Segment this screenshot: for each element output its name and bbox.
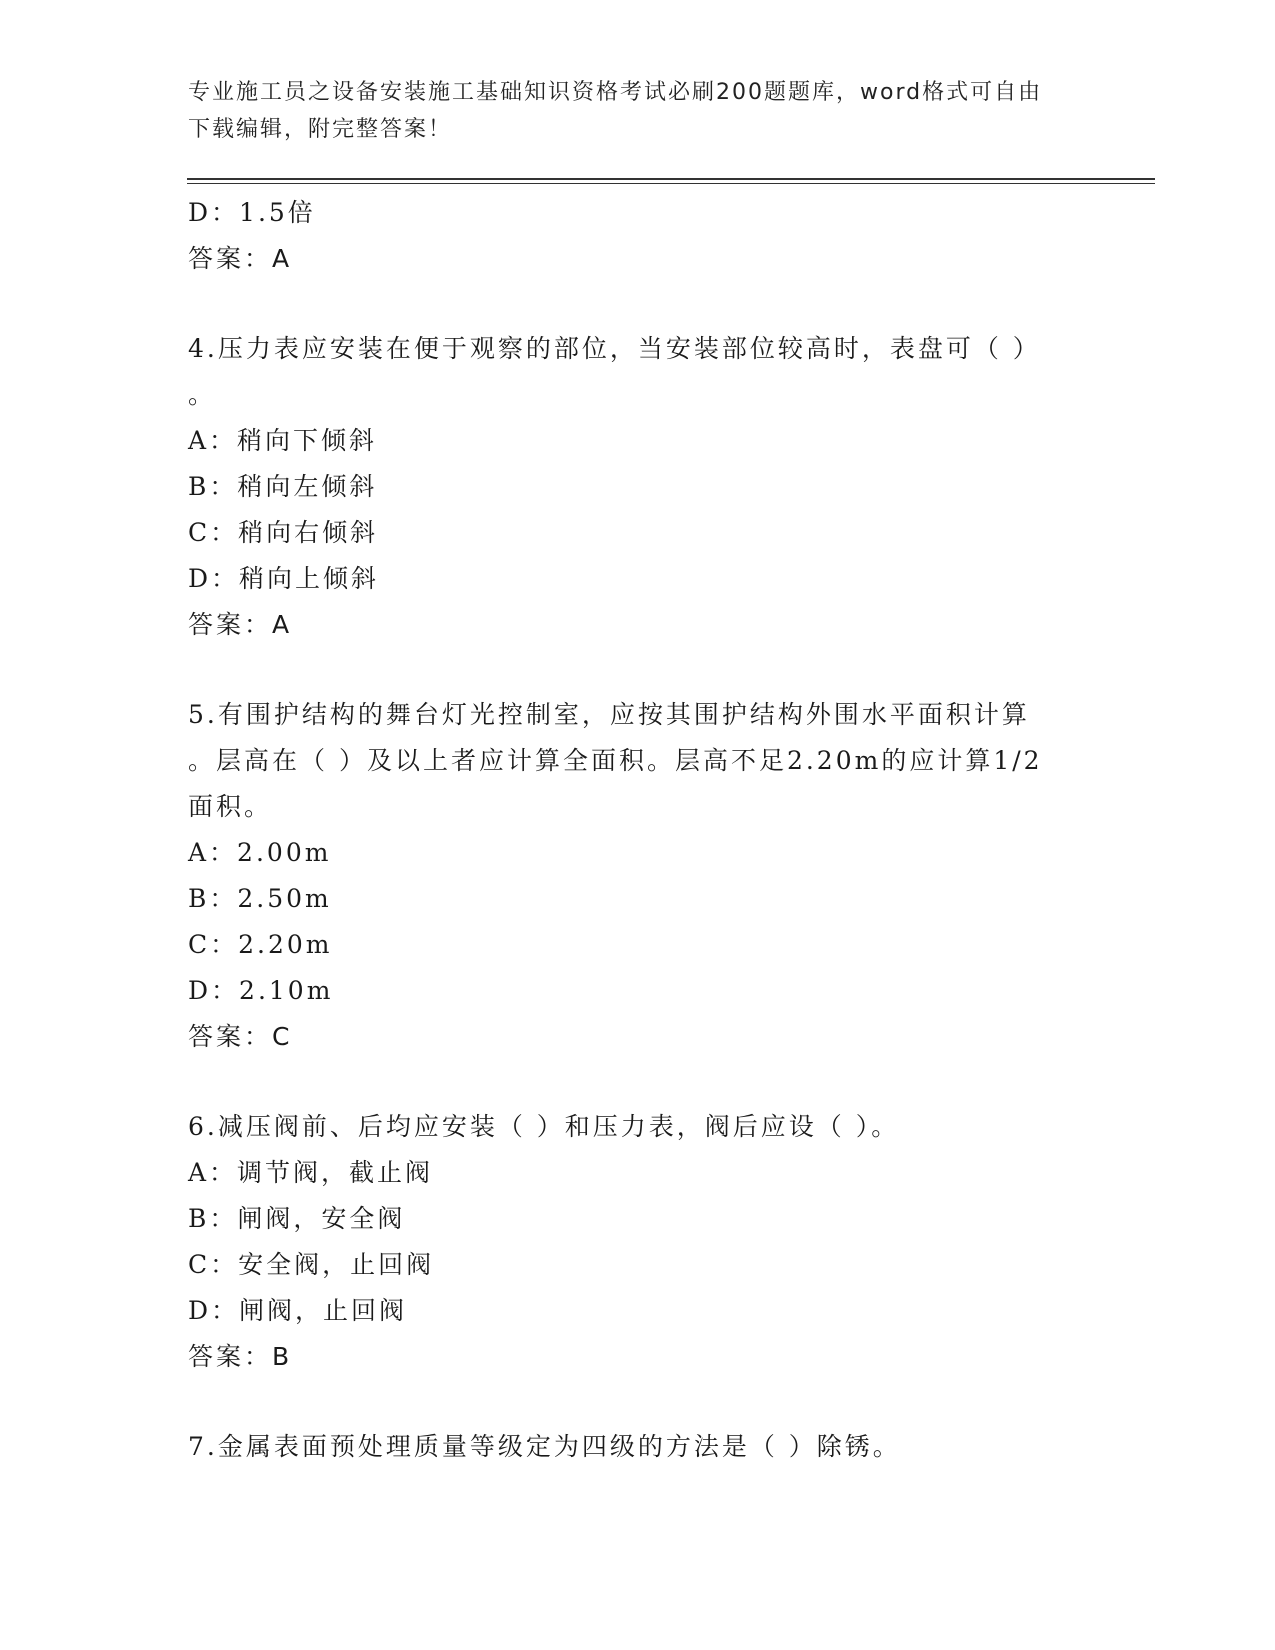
q6-option-c: C：安全阀，止回阀 xyxy=(188,1250,435,1279)
q6-stem-line-1: 6.减压阀前、后均应安装（ ）和压力表，阀后应设（ ）。 xyxy=(188,1112,900,1141)
q5-stem-line-1: 5.有围护结构的舞台灯光控制室，应按其围护结构外围水平面积计算 xyxy=(188,700,1030,729)
spacer xyxy=(188,648,1108,692)
q5-option-d: D：2.10m xyxy=(188,976,334,1005)
q5-answer: 答案：C xyxy=(188,1022,293,1051)
prev-option-d: D：1.5倍 xyxy=(188,198,316,227)
header-divider-thin xyxy=(187,183,1155,184)
q4-option-b: B：稍向左倾斜 xyxy=(188,472,378,501)
header-divider-thick xyxy=(187,178,1155,180)
q4-stem-line-1: 4.压力表应安装在便于观察的部位，当安装部位较高时，表盘可（ ） xyxy=(188,334,1041,363)
q5-option-b: B：2.50m xyxy=(188,884,332,913)
header-line-2: 下载编辑，附完整答案！ xyxy=(188,117,453,142)
question-list xyxy=(188,190,1108,1470)
q4-stem-line-2: 。 xyxy=(188,380,217,409)
spacer xyxy=(188,1060,1108,1104)
q6-option-d: D：闸阀，止回阀 xyxy=(188,1296,408,1325)
spacer xyxy=(188,282,1108,326)
q6-option-a: A：调节阀，截止阀 xyxy=(188,1158,434,1187)
q7-stem-line-1: 7.金属表面预处理质量等级定为四级的方法是（ ）除锈。 xyxy=(188,1432,901,1461)
q4-option-a: A：稍向下倾斜 xyxy=(188,426,378,455)
q5-option-c: C：2.20m xyxy=(188,930,333,959)
prev-answer: 答案：A xyxy=(188,244,293,273)
header-line-1: 专业施工员之设备安装施工基础知识资格考试必刷200题题库，word格式可自由 xyxy=(188,80,1043,105)
q6-answer: 答案：B xyxy=(188,1342,293,1371)
spacer xyxy=(188,1380,1108,1424)
q4-answer: 答案：A xyxy=(188,610,293,639)
q5-stem-line-3: 面积。 xyxy=(188,792,273,821)
q5-option-a: A：2.00m xyxy=(188,838,332,867)
q4-option-c: C：稍向右倾斜 xyxy=(188,518,379,547)
q4-option-d: D：稍向上倾斜 xyxy=(188,564,380,593)
q5-stem-line-2: 。层高在（ ）及以上者应计算全面积。层高不足2.20m的应计算1/2 xyxy=(188,746,1043,775)
document-header xyxy=(188,74,1088,148)
q6-option-b: B：闸阀，安全阀 xyxy=(188,1204,406,1233)
